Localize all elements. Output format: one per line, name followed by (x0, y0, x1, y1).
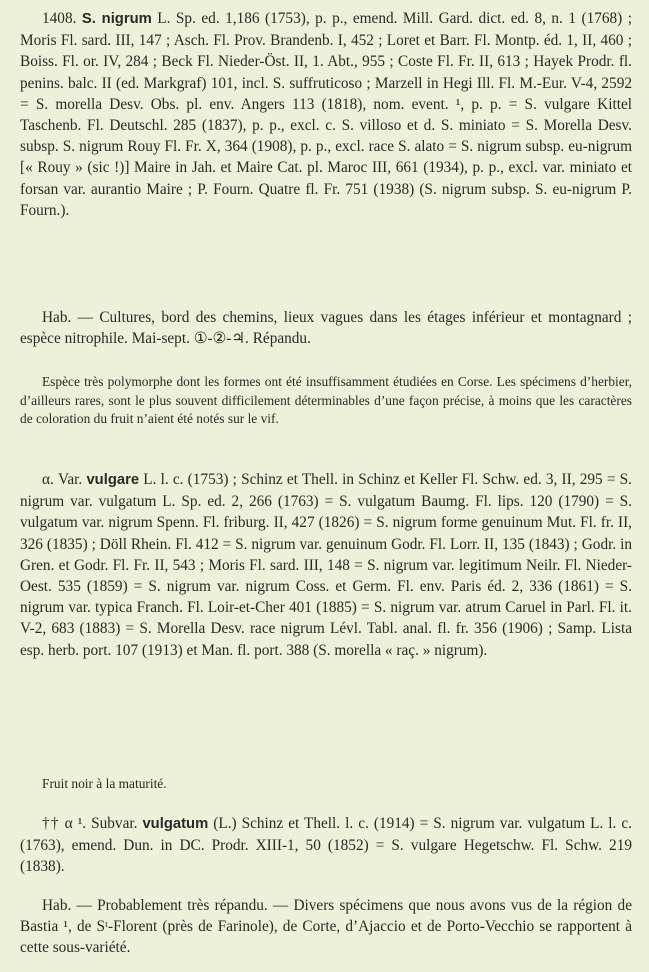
variety-synonymy: L. l. c. (1753) ; Schinz et Thell. in Schinz et Keller Fl. Schw. ed. 3, II, 295 = S. nigrum var. vulgatum L. Sp. ed. 2, 266 (1763) = S. vulgatum Baumg. Fl. lips. 120 (1790) = S. vulgatum var. nigrum Spenn. Fl. friburg. II, 427 (1826) = S. nigrum forme genuinum Mut. Fl. fr. II, 326 (1835) ; Döll Rhein. Fl. 412 = S. nigrum var. genuinum Godr. Fl. Lorr. II, 135 (1843) ; Godr. in Gren. et Godr. Fl. Fr. II, 543 ; Moris Fl. sard. III, 148 = S. nigrum var. legitimum Neilr. Fl. Nieder-Oest. 535 (1859) = S. nigrum var. nigrum Coss. et Germ. Fl. env. Paris éd. 2, 336 (1861) = S. nigrum var. typica Franch. Fl. Loir-et-Cher 401 (1885) = S. nigrum var. atrum Caruel in Parl. Fl. it. V-2, 683 (1883) = S. Morella Desv. race nigrum Lévl. Tabl. anal. fl. fr. 356 (1906) ; Samp. Lista esp. herb. port. 107 (1913) et Man. fl. port. 388 (S. morella « raç. » nigrum). (20, 471, 632, 659)
variety-entry (20, 469, 632, 661)
fruit-note: Fruit noir à la maturité. (42, 776, 167, 791)
species-name: S. nigrum (81, 11, 152, 27)
subvariety-prefix: †† α ¹. Subvar. (42, 815, 138, 832)
variety-prefix: α. Var. (42, 471, 83, 488)
species-synonymy: L. Sp. ed. 1,186 (1753), p. p., emend. Mill. Gard. dict. ed. 8, n. 1 (1768) ; Moris Fl. sard. III, 147 ; Asch. Fl. Prov. Brandenb. I, 452 ; Loret et Barr. Fl. Montp. éd. 1, II, 460 ; Boiss. Fl. or. IV, 284 ; Beck Fl. Nieder-Öst. II, 1. Abt., 955 ; Coste Fl. Fr. II, 613 ; Hayek Prodr. fl. penins. balc. II (ed. Markgraf) 101, incl. S. suffruticoso ; Marzell in Hegi Ill. Fl. M.-Eur. V-4, 2592 = S. morella Desv. Obs. pl. env. Angers 113 (1818), nom. event. ¹, p. p. = S. vulgare Kittel Taschenb. Fl. Deutschl. 285 (1837), p. p., excl. c. S. villoso et d. S. miniato = S. Morella Desv. subsp. S. nigrum Rouy Fl. Fr. X, 364 (1908), p. p., excl. race S. alato = S. nigrum subsp. eu-nigrum [« Rouy » (sic !)] Maire in Jah. et Maire Cat. pl. Maroc III, 661 (1934), p. p., excl. var. miniato et forsan var. aurantio Maire ; P. Fourn. Quatre fl. Fr. 751 (1938) (S. nigrum subsp. S. eu-nigrum P. Fourn.). (20, 10, 632, 219)
entry-number: 1408. (42, 10, 77, 27)
subvariety-habitat: Hab. — Probablement très répandu. — Divers spécimens que nous avons vus de la région de Bastia ¹, de Sᵗ-Florent (près de Farinole), de Corte, d’Ajaccio et de Porto-Vecchio se rapportent à cette sous-variété. (20, 897, 632, 957)
species-note: Espèce très polymorphe dont les formes ont été insuffisamment étudiées en Corse. Les spécimens d’herbier, d’ailleurs rares, sont le plus souvent difficilement déterminables d’une façon précise, à moins que les caractères de coloration du fruit n’aient été notés sur le vif. (20, 374, 632, 427)
subvariety-synonymy: (L.) Schinz et Thell. l. c. (1914) = S. nigrum var. vulgatum L. l. c. (1763), emend. Dun. in DC. Prodr. XIII-1, 50 (1852) = S. vulgare Hegetschw. Fl. Schw. 219 (1838). (20, 815, 632, 876)
variety-name: vulgare (86, 472, 140, 488)
subvariety-name: vulgatum (142, 816, 209, 832)
subvariety-entry (20, 813, 632, 878)
species-habitat: Hab. — Cultures, bord des chemins, lieux vagues dans les étages inférieur et montagnard ; espèce nitrophile. Mai-sept. ①-②-♃. Répandu. (20, 309, 632, 348)
species-entry (20, 8, 632, 221)
